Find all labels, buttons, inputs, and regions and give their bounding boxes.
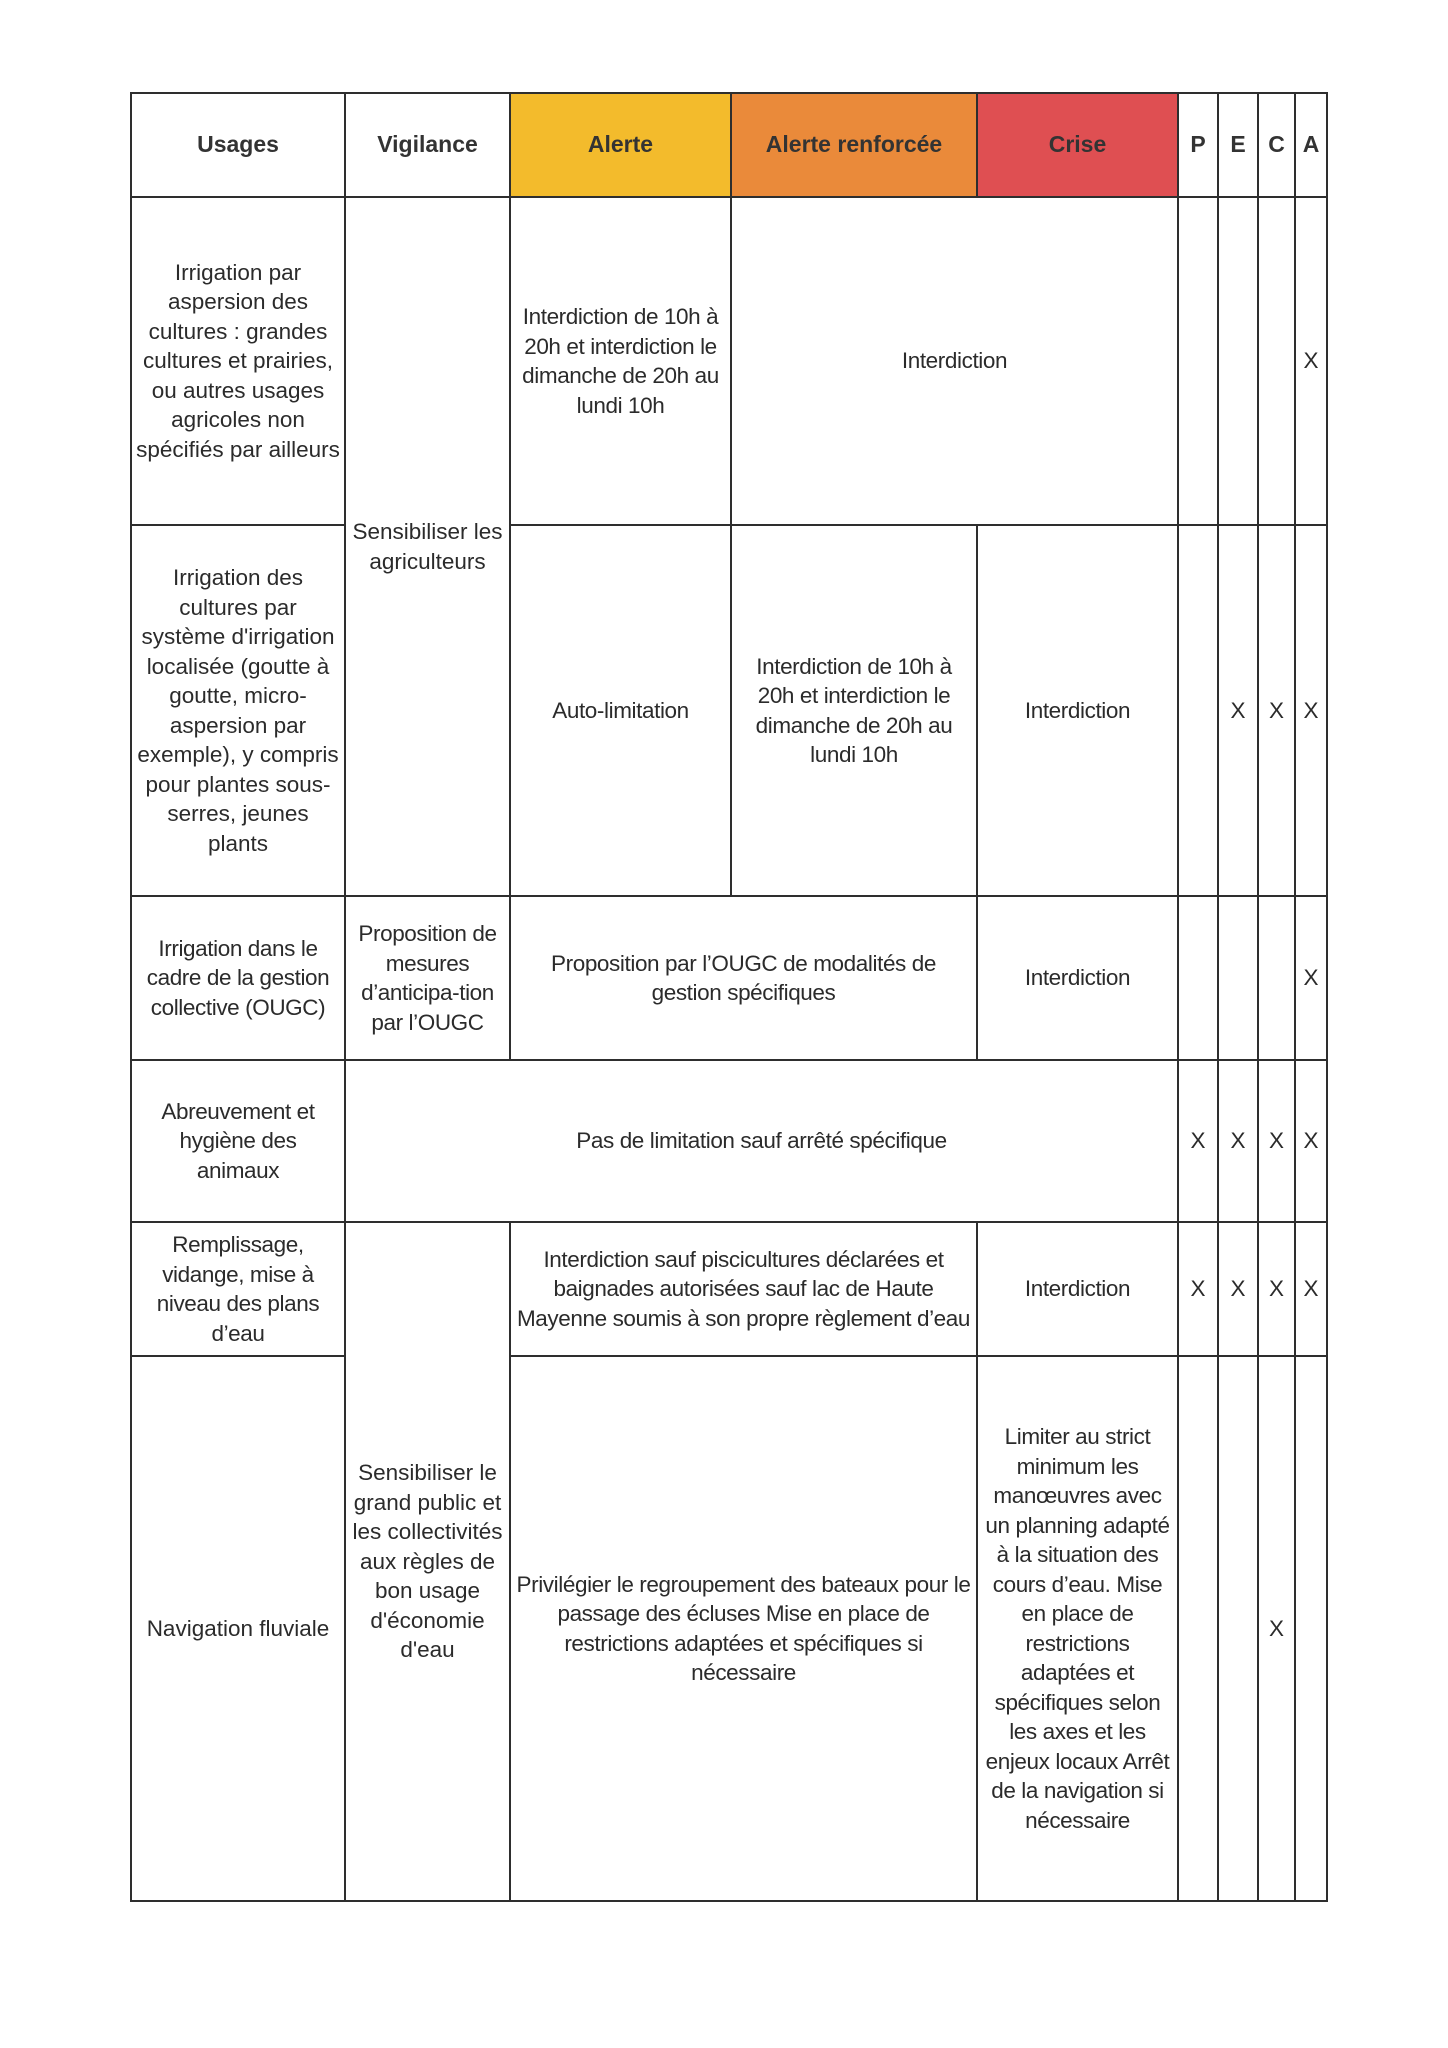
table-row	[131, 896, 1327, 1060]
vigilance-cell: Sensibiliser les agriculteurs	[345, 197, 510, 896]
table-row	[131, 1222, 1327, 1356]
alerte-cell: Interdiction de 10h à 20h et interdiction le dimanche de 20h au lundi 10h	[510, 197, 731, 525]
flag-e-cell	[1218, 1356, 1258, 1901]
header-flag-p: P	[1178, 93, 1218, 197]
flag-p-cell	[1178, 1356, 1218, 1901]
flag-a-cell: X	[1295, 1222, 1327, 1356]
header-row	[131, 93, 1327, 197]
flag-c-cell	[1258, 896, 1295, 1060]
vigilance-cell: Sensibiliser le grand public et les collectivités aux règles de bon usage d'économie d'eau	[345, 1222, 510, 1901]
water-restrictions-table	[130, 92, 1328, 1902]
flag-p-cell: X	[1178, 1060, 1218, 1222]
crise-cell: Interdiction	[977, 896, 1178, 1060]
header-flag-c: C	[1258, 93, 1295, 197]
usage-cell: Navigation fluviale	[131, 1356, 345, 1901]
flag-p-cell: X	[1178, 1222, 1218, 1356]
alerte-renforcee-crise-cell: Interdiction	[731, 197, 1178, 525]
header-alerte: Alerte	[510, 93, 731, 197]
flag-e-cell: X	[1218, 1222, 1258, 1356]
flag-p-cell	[1178, 197, 1218, 525]
flag-c-cell: X	[1258, 1060, 1295, 1222]
header-alerte-renforcee: Alerte renforcée	[731, 93, 977, 197]
flag-e-cell	[1218, 197, 1258, 525]
header-crise: Crise	[977, 93, 1178, 197]
header-flag-a: A	[1295, 93, 1327, 197]
flag-c-cell	[1258, 197, 1295, 525]
vigilance-cell: Proposition de mesures d’anticipa-tion par l’OUGC	[345, 896, 510, 1060]
flag-c-cell: X	[1258, 525, 1295, 896]
usage-cell: Remplissage, vidange, mise à niveau des plans d’eau	[131, 1222, 345, 1356]
crise-cell: Interdiction	[977, 525, 1178, 896]
crise-cell: Limiter au strict minimum les manœuvres avec un planning adapté à la situation des cours d’eau. Mise en place de restrictions adaptées et spécifiques selon les axes et les enjeux locaux Arrêt de la navigation si nécessaire	[977, 1356, 1178, 1901]
header-vigilance: Vigilance	[345, 93, 510, 197]
flag-c-cell: X	[1258, 1222, 1295, 1356]
usage-cell: Abreuvement et hygiène des animaux	[131, 1060, 345, 1222]
flag-a-cell: X	[1295, 525, 1327, 896]
flag-a-cell: X	[1295, 896, 1327, 1060]
table-row	[131, 1060, 1327, 1222]
table-row	[131, 525, 1327, 896]
flag-a-cell: X	[1295, 1060, 1327, 1222]
flag-a-cell	[1295, 1356, 1327, 1901]
table-row	[131, 1356, 1327, 1901]
flag-c-cell: X	[1258, 1356, 1295, 1901]
header-usages: Usages	[131, 93, 345, 197]
flag-e-cell: X	[1218, 525, 1258, 896]
table-row	[131, 197, 1327, 525]
flag-e-cell	[1218, 896, 1258, 1060]
alerte-alerte-renforcee-cell: Proposition par l’OUGC de modalités de gestion spécifiques	[510, 896, 977, 1060]
alerte-cell: Auto-limitation	[510, 525, 731, 896]
header-flag-e: E	[1218, 93, 1258, 197]
usage-cell: Irrigation par aspersion des cultures : grandes cultures et prairies, ou autres usages agricoles non spécifiés par ailleurs	[131, 197, 345, 525]
alerte-alerte-renforcee-cell: Privilégier le regroupement des bateaux pour le passage des écluses Mise en place de restrictions adaptées et spécifiques si nécessaire	[510, 1356, 977, 1901]
usage-cell: Irrigation des cultures par système d'irrigation localisée (goutte à goutte, micro-aspersion par exemple), y compris pour plantes sous-serres, jeunes plants	[131, 525, 345, 896]
flag-a-cell: X	[1295, 197, 1327, 525]
alerte-renforcee-cell: Interdiction de 10h à 20h et interdiction le dimanche de 20h au lundi 10h	[731, 525, 977, 896]
crise-cell: Interdiction	[977, 1222, 1178, 1356]
flag-p-cell	[1178, 525, 1218, 896]
usage-cell: Irrigation dans le cadre de la gestion collective (OUGC)	[131, 896, 345, 1060]
alerte-alerte-renforcee-cell: Interdiction sauf piscicultures déclarées et baignades autorisées sauf lac de Haute Mayenne soumis à son propre règlement d’eau	[510, 1222, 977, 1356]
flag-p-cell	[1178, 896, 1218, 1060]
all-levels-cell: Pas de limitation sauf arrêté spécifique	[345, 1060, 1178, 1222]
flag-e-cell: X	[1218, 1060, 1258, 1222]
